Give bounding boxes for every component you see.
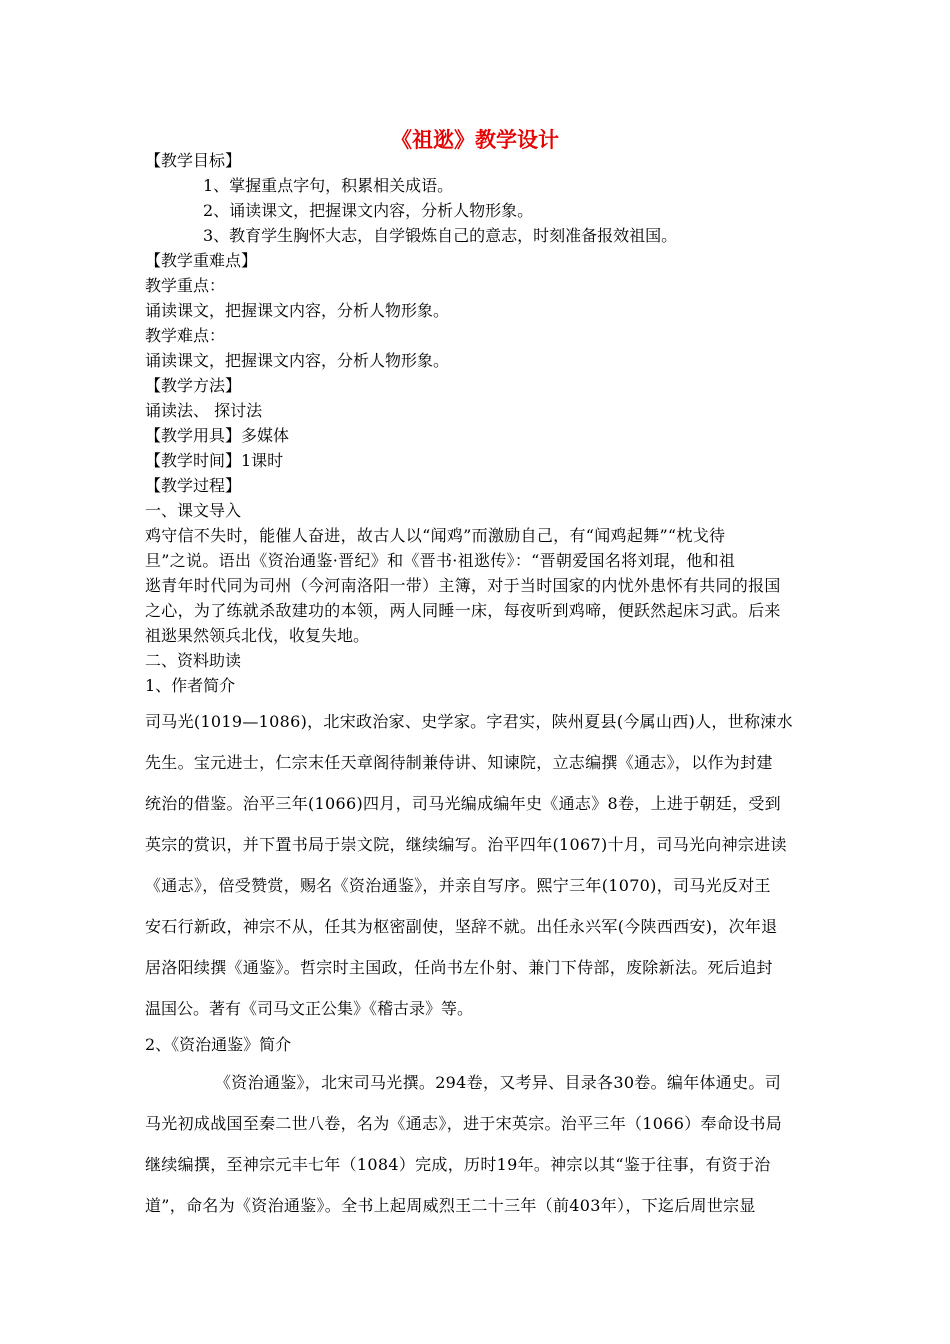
section-heading: 一、课文导入 [145, 501, 242, 520]
objectives-heading: 【教学目标】 [145, 151, 242, 170]
subsection-heading: 2、《资治通鉴》简介 [145, 1035, 292, 1054]
book-line: 继续编撰，至神宗元丰七年（1084）完成，历时19年。神宗以其“鉴于往事，有资于治 [145, 1155, 771, 1174]
objective-item: 1、掌握重点字句，积累相关成语。 [203, 176, 454, 195]
intro-line: 旦”之说。语出《资治通鉴·晋纪》和《晋书·祖逖传》：“晋朝爱国名将刘琨，他和祖 [145, 551, 736, 570]
methods-text: 诵读法、 探讨法 [145, 401, 263, 420]
process-heading: 【教学过程】 [145, 476, 242, 495]
author-line: 安石行新政，神宗不从，任其为枢密副使，坚辞不就。出任永兴军(今陕西西安)，次年退 [145, 917, 778, 936]
objective-item: 2、诵读课文，把握课文内容，分析人物形象。 [203, 201, 534, 220]
objective-item: 3、教育学生胸怀大志，自学锻炼自己的意志，时刻准备报效祖国。 [203, 226, 678, 245]
key-points-heading: 【教学重难点】 [145, 251, 258, 270]
section-heading: 二、资料助读 [145, 651, 242, 670]
difficulty-text: 诵读课文，把握课文内容，分析人物形象。 [145, 351, 450, 370]
time-line: 【教学时间】1课时 [145, 451, 284, 470]
document-title: 《祖逖》教学设计 [391, 128, 559, 152]
tools-line: 【教学用具】多媒体 [145, 426, 290, 445]
intro-line: 鸡守信不失时，能催人奋进，故古人以“闻鸡”而激励自己，有“闻鸡起舞”“枕戈待 [145, 526, 726, 545]
book-line: 马光初成战国至秦二世八卷，名为《通志》，进于宋英宗。治平三年（1066）奉命设书局 [145, 1114, 783, 1133]
intro-line: 之心，为了练就杀敌建功的本领，两人同睡一床，每夜听到鸡啼，便跃然起床习武。后来 [145, 601, 781, 620]
intro-line: 逖青年时代同为司州（今河南洛阳一带）主簿，对于当时国家的内忧外患怀有共同的报国 [145, 576, 781, 595]
author-line: 先生。宝元进士，仁宗末任天章阁待制兼侍讲、知谏院，立志编撰《通志》，以作为封建 [145, 753, 773, 772]
author-line: 《通志》，倍受赞赏，赐名《资治通鉴》，并亲自写序。熙宁三年(1070)，司马光反对王 [145, 876, 771, 895]
focus-text: 诵读课文，把握课文内容，分析人物形象。 [145, 301, 450, 320]
author-line: 温国公。著有《司马文正公集》《稽古录》等。 [145, 999, 474, 1018]
intro-line: 祖逖果然领兵北伐，收复失地。 [145, 626, 370, 645]
author-line: 居洛阳续撰《通鉴》。哲宗时主国政，任尚书左仆射、兼门下侍部，废除新法。死后追封 [145, 958, 773, 977]
book-line: 《资治通鉴》，北宋司马光撰。294卷，又考异、目录各30卷。编年体通史。司 [215, 1073, 781, 1092]
author-line: 统治的借鉴。治平三年(1066)四月，司马光编成编年史《通志》8卷，上进于朝廷，受到 [145, 794, 781, 813]
focus-label: 教学重点： [145, 276, 226, 295]
book-line: 道”，命名为《资治通鉴》。全书上起周威烈王二十三年（前403年），下迄后周世宗显 [145, 1196, 756, 1215]
difficulty-label: 教学难点： [145, 326, 226, 345]
methods-heading: 【教学方法】 [145, 376, 242, 395]
author-line: 司马光(1019—1086)，北宋政治家、史学家。字君实，陕州夏县(今属山西)人，世称涑水 [145, 712, 793, 731]
subsection-heading: 1、作者简介 [145, 676, 236, 695]
author-line: 英宗的赏识，并下置书局于崇文院，继续编写。治平四年(1067)十月，司马光向神宗进读 [145, 835, 787, 854]
